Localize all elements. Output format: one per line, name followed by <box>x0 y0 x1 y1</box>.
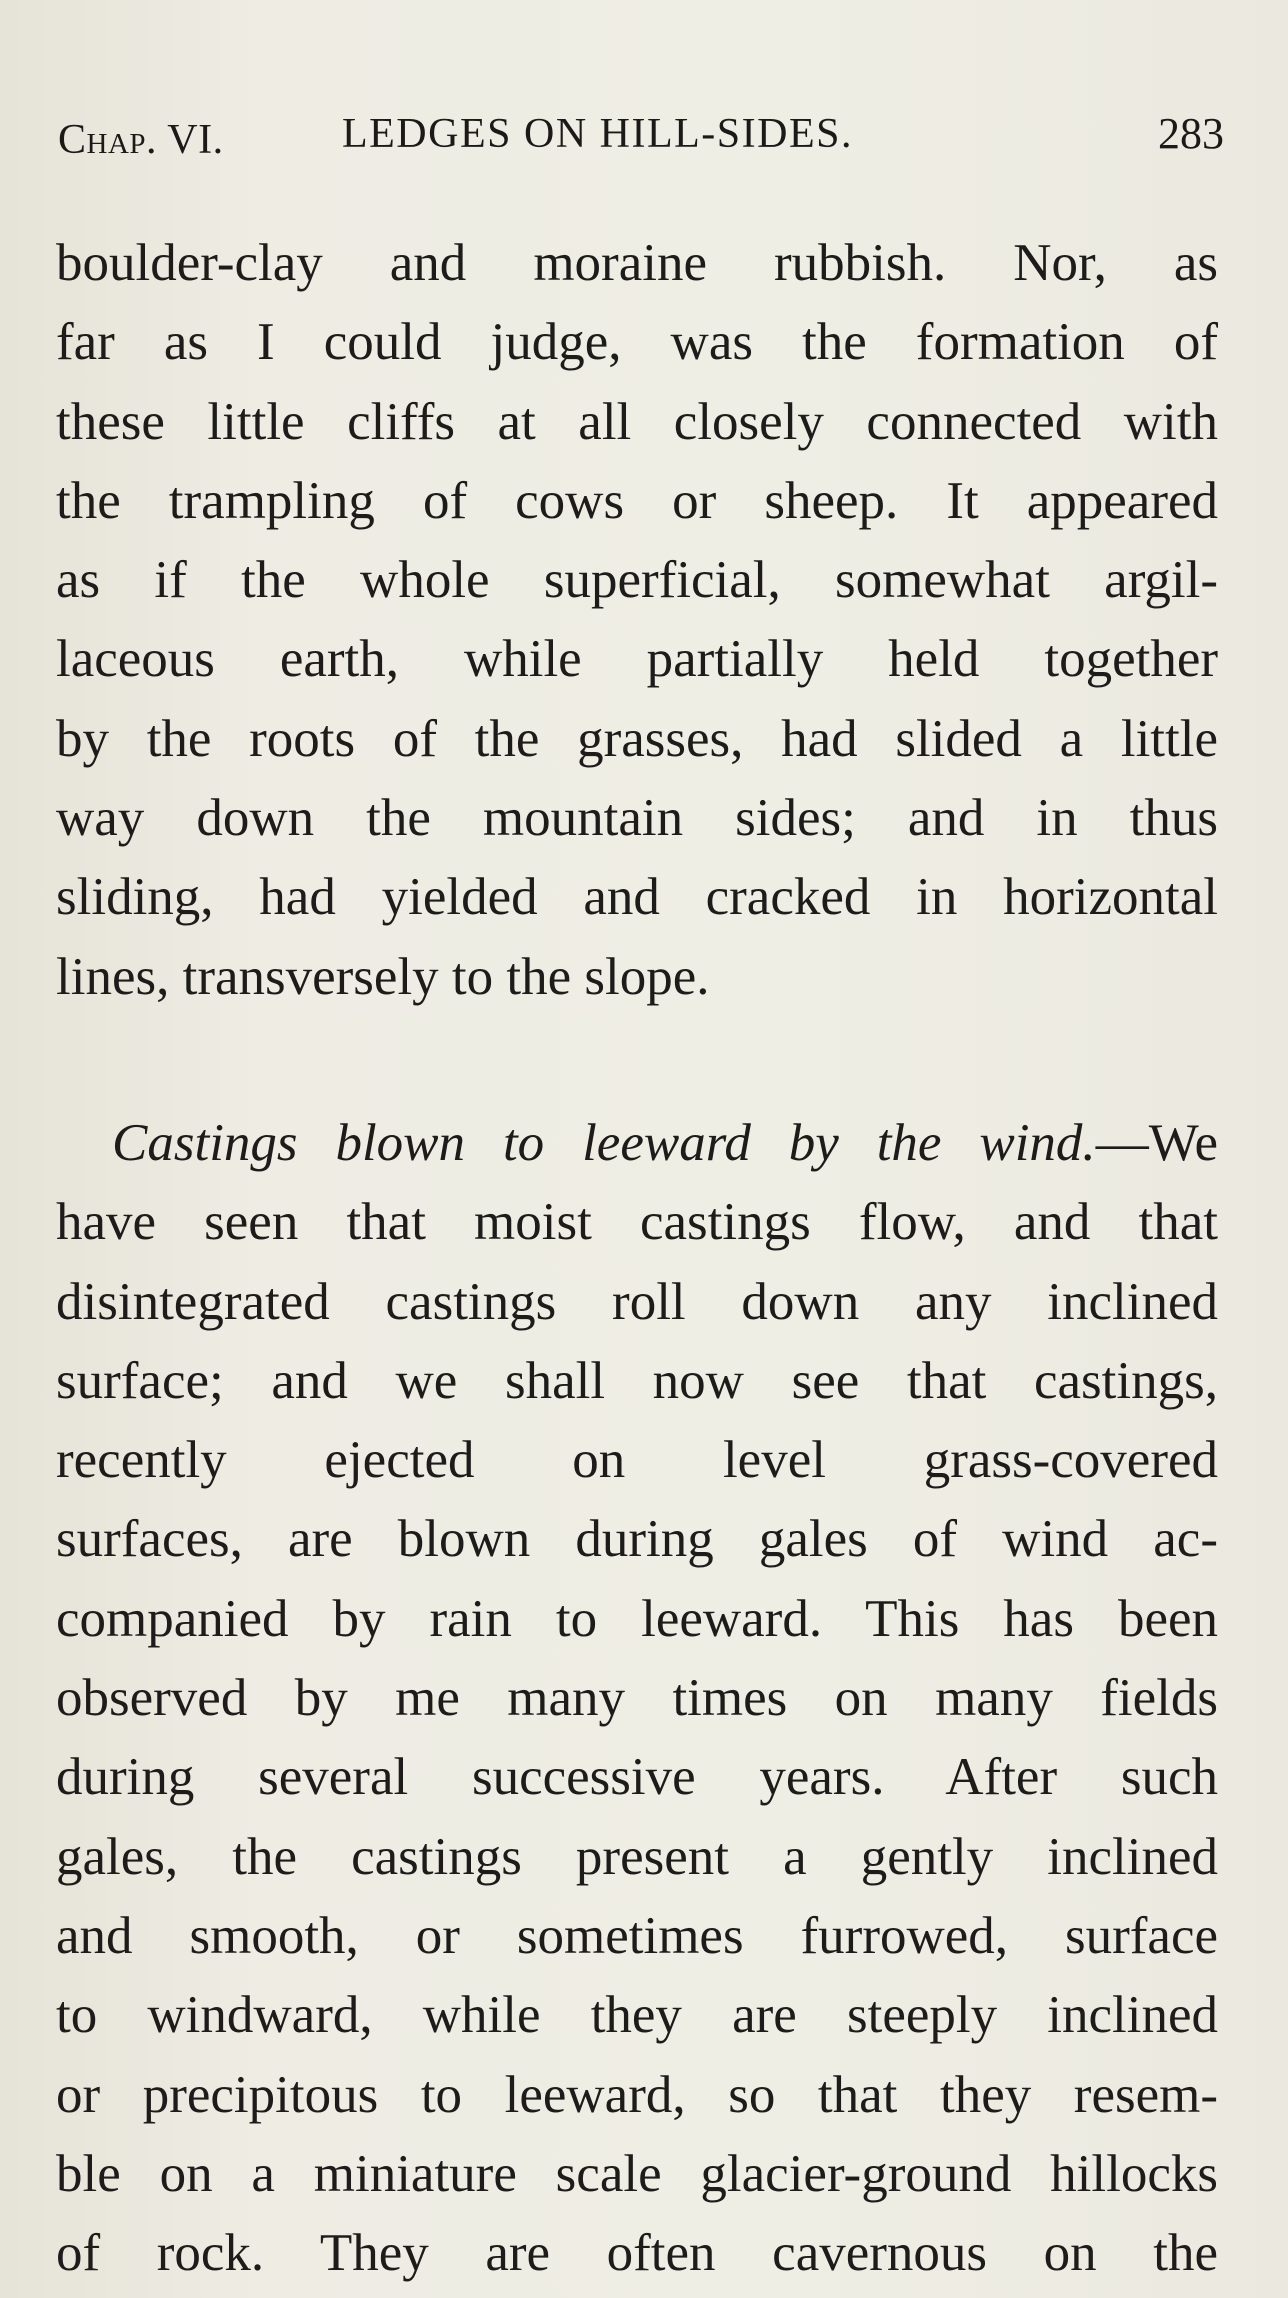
body-text <box>56 224 1218 2293</box>
text-line: far as I could judge, was the formation of <box>56 313 1218 372</box>
text-line: companied by rain to leeward. This has been <box>56 1589 1218 1648</box>
section-heading-line <box>56 1104 1218 1183</box>
chapter-label: Chap. VI. <box>58 117 224 163</box>
text-line: to windward, while they are steeply inclined <box>56 1986 1218 2045</box>
running-head <box>58 108 1224 168</box>
text-line: during several successive years. After such <box>56 1748 1218 1807</box>
text-line: as if the whole superficial, somewhat argil- <box>56 551 1218 610</box>
text-line: gales, the castings present a gently inclined <box>56 1827 1218 1886</box>
text-line: lines, transversely to the slope. <box>56 947 710 1006</box>
heading-continuation: —We <box>1095 1113 1218 1172</box>
text-line: of rock. They are often cavernous on the <box>56 2224 1218 2283</box>
text-line: way down the mountain sides; and in thus <box>56 789 1218 848</box>
text-line: surfaces, are blown during gales of wind ac- <box>56 1510 1218 1569</box>
text-line: by the roots of the grasses, had slided a little <box>56 709 1218 768</box>
text-line: boulder-clay and moraine rubbish. Nor, as <box>56 234 1218 292</box>
text-line: or precipitous to leeward, so that they resem- <box>56 2065 1218 2124</box>
text-line: and smooth, or sometimes furrowed, surface <box>56 1906 1218 1965</box>
text-line: ble on a miniature scale glacier-ground hillocks <box>56 2144 1218 2203</box>
text-line: have seen that moist castings flow, and that <box>56 1193 1218 1252</box>
text-line: recently ejected on level grass-covered <box>56 1431 1218 1490</box>
text-line: sliding, had yielded and cracked in horizontal <box>56 868 1218 927</box>
text-line: disintegrated castings roll down any inclined <box>56 1272 1218 1331</box>
section-heading: Castings blown to leeward by the wind. <box>112 1113 1096 1172</box>
text-line: observed by me many times on many fields <box>56 1669 1218 1728</box>
running-title: LEDGES ON HILL-SIDES. <box>342 111 853 157</box>
text-line: the trampling of cows or sheep. It appeared <box>56 471 1218 530</box>
paragraph-1 <box>56 224 1218 1017</box>
paragraph-gap <box>56 1017 1218 1104</box>
page-number: 283 <box>1158 109 1224 158</box>
paragraph-2 <box>56 1104 1218 2293</box>
text-line: laceous earth, while partially held together <box>56 630 1218 689</box>
text-line: surface; and we shall now see that castings, <box>56 1351 1218 1410</box>
text-line: these little cliffs at all closely connected with <box>56 392 1218 451</box>
